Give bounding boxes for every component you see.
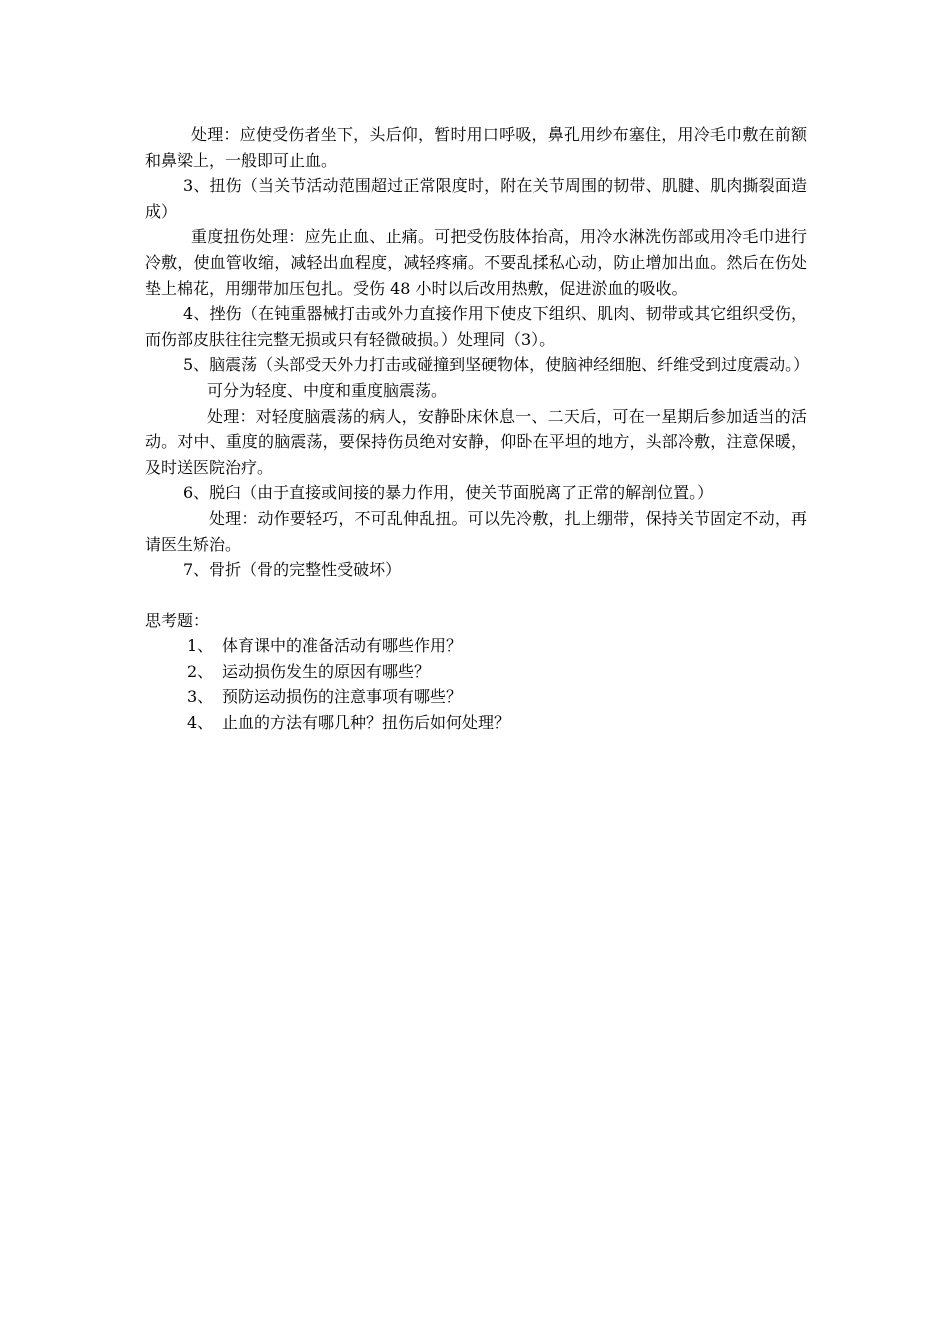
paragraph-concussion-types: 可分为轻度、中度和重度脑震荡。 <box>207 380 448 400</box>
paragraph-sprain-treatment: 重度扭伤处理：应先止血、止痛。可把受伤肢体抬高，用冷水淋洗伤部或用冷毛巾进行冷敷，使血管收缩，减轻出血程度，减轻疼痛。不要乱揉私心动，防止增加出血。然后在伤处垫上棉花，用绷带加压包扎。受伤 48 小时以后改用热敷，促进淤血的吸收。 <box>145 227 807 298</box>
questions-list <box>145 633 807 735</box>
question-number: 3、 <box>187 687 214 707</box>
paragraph-contusion: 4、挫伤（在钝重器械打击或外力直接作用下使皮下组织、肌肉、韧带或其它组织受伤，而伤部皮肤往往完整无损或只有轻微破损。）处理同（3）。 <box>145 304 807 349</box>
paragraph-fracture-heading: 7、骨折（骨的完整性受破坏） <box>183 560 402 580</box>
paragraph-dislocation-treatment: 处理：动作要轻巧，不可乱伸乱扭。可以先冷敷，扎上绷带，保持关节固定不动，再请医生矫治。 <box>145 508 807 554</box>
question-text: 止血的方法有哪几种？扭伤后如何处理？ <box>222 713 511 733</box>
paragraph-dislocation-heading: 6、脱臼（由于直接或间接的暴力作用，使关节面脱离了正常的解剖位置。） <box>183 483 714 503</box>
question-number: 2、 <box>187 661 214 681</box>
question-item <box>145 659 807 685</box>
question-item <box>145 684 807 710</box>
paragraph-sprain-heading: 3、扭伤（当关节活动范围超过正常限度时，附在关节周围的韧带、肌腱、肌肉撕裂面造成） <box>145 176 807 221</box>
document-page <box>145 122 810 736</box>
question-item <box>145 710 807 736</box>
question-text: 预防运动损伤的注意事项有哪些？ <box>222 687 463 707</box>
question-number: 4、 <box>187 713 214 733</box>
paragraph-nosebleed-treatment: 处理：应使受伤者坐下，头后仰，暂时用口呼吸，鼻孔用纱布塞住，用冷毛巾敷在前额和鼻梁上，一般即可止血。 <box>145 125 807 170</box>
questions-heading: 思考题： <box>145 610 210 630</box>
question-item <box>145 633 807 659</box>
question-number: 1、 <box>187 636 214 656</box>
section-spacer <box>145 583 807 608</box>
paragraph-concussion-heading: 5、脑震荡（头部受天外力打击或碰撞到坚硬物体，使脑神经细胞、纤维受到过度震动。） <box>183 355 810 375</box>
paragraph-concussion-treatment: 处理：对轻度脑震荡的病人，安静卧床休息一、二天后，可在一星期后参加适当的活动。对中、重度的脑震荡，要保持伤员绝对安静，仰卧在平坦的地方，头部冷敷，注意保暖，及时送医院治疗。 <box>145 406 807 477</box>
question-text: 体育课中的准备活动有哪些作用？ <box>222 636 463 656</box>
question-text: 运动损伤发生的原因有哪些？ <box>222 661 431 681</box>
